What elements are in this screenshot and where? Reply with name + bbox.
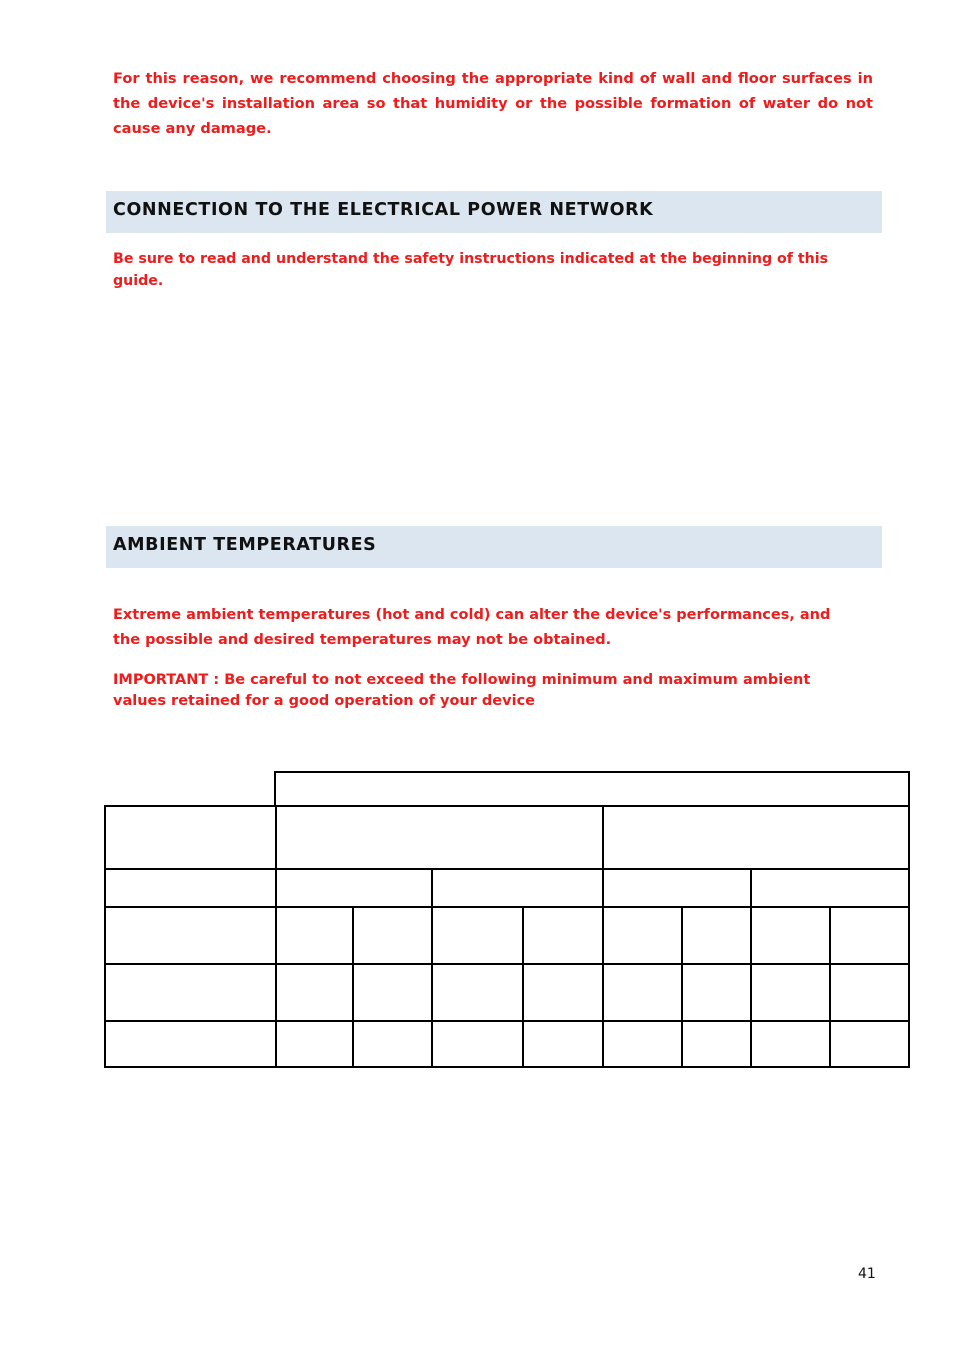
table-group-header-cell bbox=[602, 805, 910, 870]
table-data-cell bbox=[829, 1020, 910, 1068]
table-subheader-cell bbox=[602, 868, 752, 908]
table-data-cell bbox=[275, 1020, 354, 1068]
table-row-label-cell bbox=[104, 1020, 277, 1068]
table-data-cell bbox=[602, 1020, 683, 1068]
table-data-cell bbox=[275, 963, 354, 1022]
table-data-cell bbox=[829, 963, 910, 1022]
intro-paragraph: For this reason, we recommend choosing the appropriate kind of wall and floor surfaces in the device's installation area so that humidity or the possible formation of water do not cause any damage. bbox=[113, 70, 873, 137]
table-data-cell bbox=[352, 963, 433, 1022]
table-data-cell bbox=[352, 1020, 433, 1068]
table-row-label-cell bbox=[104, 805, 277, 870]
table-data-cell bbox=[522, 1020, 604, 1068]
table-data-cell bbox=[602, 963, 683, 1022]
table-data-cell bbox=[750, 906, 831, 965]
table-subheader-cell bbox=[431, 868, 604, 908]
table-data-cell bbox=[431, 906, 524, 965]
table-data-cell bbox=[681, 1020, 752, 1068]
table-data-cell bbox=[522, 906, 604, 965]
table-data-cell bbox=[275, 906, 354, 965]
table-subheader-cell bbox=[750, 868, 910, 908]
table-row-label-cell bbox=[104, 963, 277, 1022]
table-data-cell bbox=[602, 906, 683, 965]
table-data-cell bbox=[681, 963, 752, 1022]
section-header-ambient bbox=[106, 526, 882, 568]
table-data-cell bbox=[431, 1020, 524, 1068]
ambient-extreme-paragraph: Extreme ambient temperatures (hot and cold) can alter the device's performances, and the possible and desired temperatures may not be obtained. bbox=[113, 607, 831, 648]
table-data-cell bbox=[829, 906, 910, 965]
table-header-cell bbox=[274, 771, 910, 807]
section-title-electrical: CONNECTION TO THE ELECTRICAL POWER NETWORK bbox=[113, 200, 654, 220]
table-data-cell bbox=[352, 906, 433, 965]
ambient-important-paragraph: IMPORTANT : Be careful to not exceed the following minimum and maximum ambient values retained for a good operation of your device bbox=[113, 672, 811, 709]
table-data-cell bbox=[750, 963, 831, 1022]
table-data-cell bbox=[681, 906, 752, 965]
table-data-cell bbox=[431, 963, 524, 1022]
table-data-cell bbox=[522, 963, 604, 1022]
table-data-cell bbox=[750, 1020, 831, 1068]
table-subheader-cell bbox=[275, 868, 433, 908]
safety-instructions-note: Be sure to read and understand the safety instructions indicated at the beginning of this guide. bbox=[113, 251, 829, 289]
page-number: 41 bbox=[858, 1266, 876, 1282]
table-group-header-cell bbox=[275, 805, 604, 870]
section-header-electrical bbox=[106, 191, 882, 233]
section-title-ambient: AMBIENT TEMPERATURES bbox=[113, 535, 377, 555]
table-row-label-cell bbox=[104, 868, 277, 908]
table-row-label-cell bbox=[104, 906, 277, 965]
